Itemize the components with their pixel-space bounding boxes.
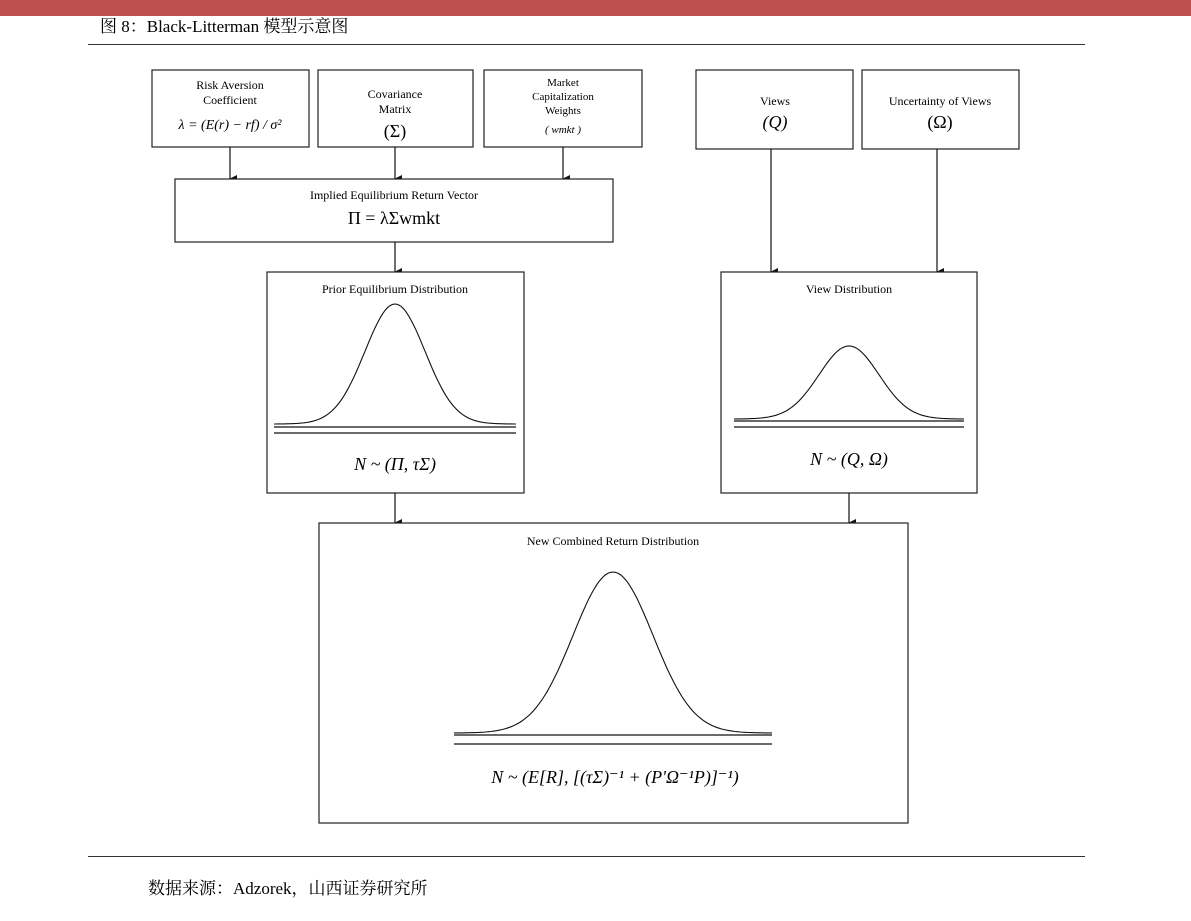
prior-formula: N ~ (Π, τΣ) xyxy=(354,454,436,474)
figure-caption: 图 8：Black-Litterman 模型示意图 xyxy=(100,17,349,36)
market-cap-label-3: Weights xyxy=(545,105,581,117)
implied-return-formula: Π = λΣwmkt xyxy=(347,208,441,228)
views-box xyxy=(696,70,853,149)
implied-return-title: Implied Equilibrium Return Vector xyxy=(309,188,479,202)
combined-formula: N ~ (E[R], [(τΣ)⁻¹ + (P'Ω⁻¹P)]⁻¹) xyxy=(491,767,739,787)
uncertainty-symbol: (Ω) xyxy=(927,112,953,132)
view-distribution-box xyxy=(721,272,977,493)
risk-aversion-label-1: Risk Aversion xyxy=(196,78,264,92)
risk-aversion-box xyxy=(152,70,309,147)
covariance-box xyxy=(318,70,473,147)
market-cap-box xyxy=(484,70,642,147)
views-symbol: (Q) xyxy=(762,112,788,132)
risk-aversion-formula: λ = (E(r) − rf) / σ² xyxy=(178,118,282,133)
combined-distribution-box xyxy=(319,523,908,823)
source-rule xyxy=(88,856,1085,857)
implied-return-box xyxy=(175,179,613,242)
view-formula: N ~ (Q, Ω) xyxy=(810,449,888,469)
prior-title: Prior Equilibrium Distribution xyxy=(322,282,468,296)
view-dist-title: View Distribution xyxy=(805,282,893,296)
covariance-label-1: Covariance xyxy=(367,87,423,101)
covariance-symbol: (Σ) xyxy=(383,121,407,141)
uncertainty-label: Uncertainty of Views xyxy=(888,94,992,108)
risk-aversion-label-2: Coefficient xyxy=(203,93,257,107)
figure-source: 数据来源：Adzorek，山西证券研究所 xyxy=(148,879,428,898)
views-label: Views xyxy=(760,94,790,108)
market-cap-label-2: Capitalization xyxy=(532,91,594,103)
market-cap-symbol: ( wmkt ) xyxy=(544,124,582,136)
covariance-label-2: Matrix xyxy=(378,102,412,116)
combined-title: New Combined Return Distribution xyxy=(526,534,700,548)
uncertainty-box xyxy=(862,70,1019,149)
market-cap-label-1: Market xyxy=(547,77,579,89)
prior-distribution-box xyxy=(267,272,524,493)
